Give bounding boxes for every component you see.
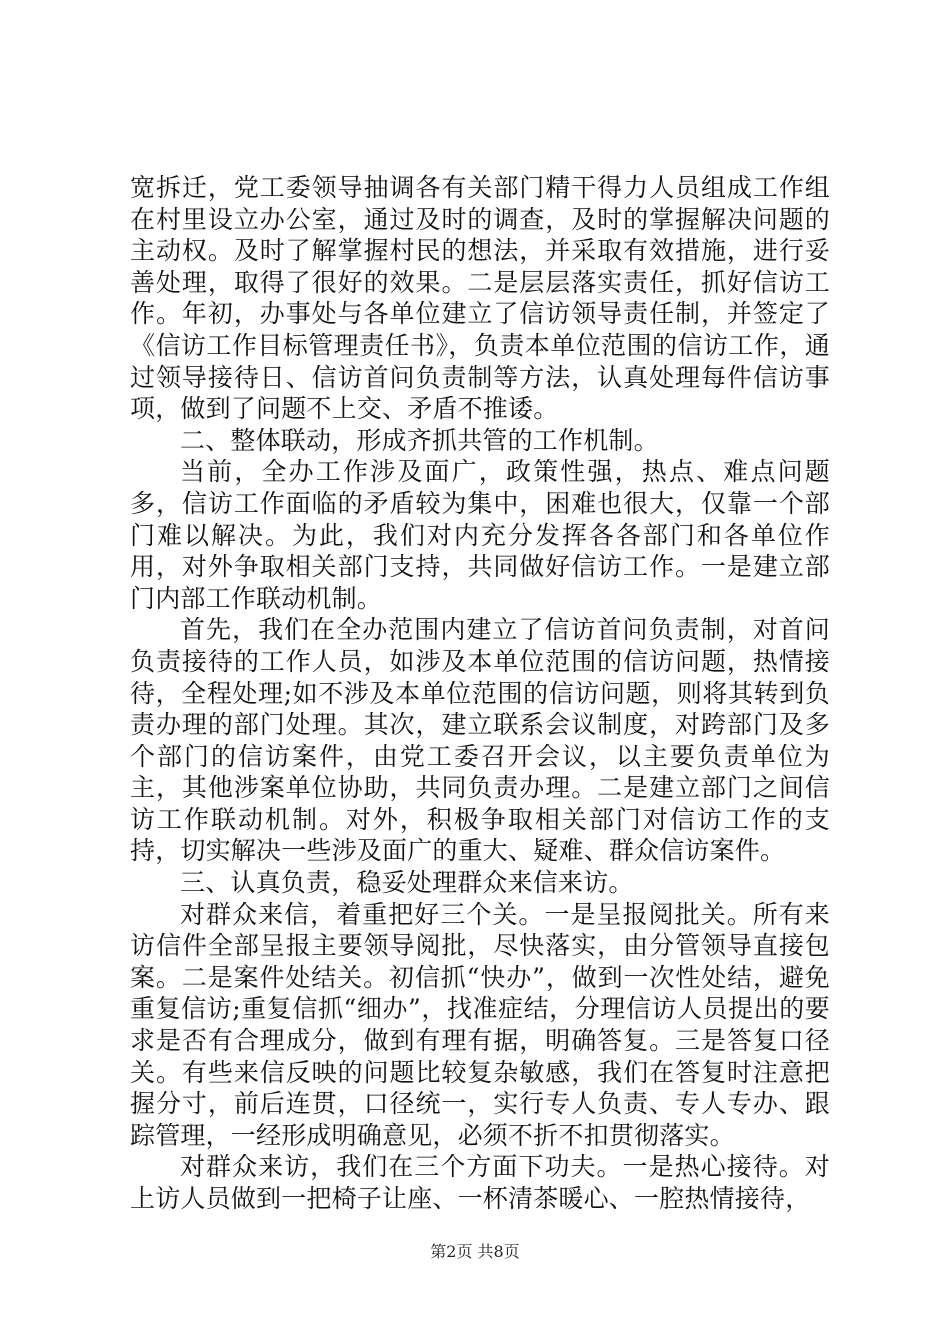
paragraph: 对群众来访，我们在三个方面下功夫。一是热心接待。对上访人员做到一把椅子让座、一杯清茶暖心、一腔热情接待，: [130, 1152, 830, 1213]
document-body: [130, 172, 830, 1215]
paragraph: 当前，全办工作涉及面广，政策性强，热点、难点问题多，信访工作面临的矛盾较为集中，困难也很大，仅靠一个部门难以解决。为此，我们对内充分发挥各各部门和各单位作用，对外争取相关部门支持，共同做好信访工作。一是建立部门内部工作联动机制。: [130, 457, 830, 613]
page-number-footer: 第2页 共8页: [430, 1242, 520, 1261]
section-heading-2: 二、整体联动，形成齐抓共管的工作机制。: [180, 425, 659, 455]
paragraph: 对群众来信，着重把好三个关。一是呈报阅批关。所有来访信件全部呈报主要领导阅批，尽快落实，由分管领导直接包案。二是案件处结关。初信抓“快办”，做到一次性处结，避免重复信访;重复信抓“细办”，找准症结，分理信访人员提出的要求是否有合理成分，做到有理有据，明确答复。三是答复口径关。有些来信反映的问题比较复杂敏感，我们在答复时注意把握分寸，前后连贯，口径统一，实行专人负责、专人专办、跟踪管理，一经形成明确意见，必须不折不扣贯彻落实。: [130, 899, 830, 1150]
section-heading-3: 三、认真负责，稳妥处理群众来信来访。: [180, 868, 634, 898]
paragraph: 首先，我们在全办范围内建立了信访首问负责制，对首问负责接待的工作人员，如涉及本单位范围的信访问题，热情接待，全程处理;如不涉及本单位范围的信访问题，则将其转到负责办理的部门处理。其次，建立联系会议制度，对跨部门及多个部门的信访案件，由党工委召开会议，以主要负责单位为主，其他涉案单位协助，共同负责办理。二是建立部门之间信访工作联动机制。对外，积极争取相关部门对信访工作的支持，切实解决一些涉及面广的重大、疑难、群众信访案件。: [130, 615, 830, 866]
paragraph-continuation: 宽拆迁，党工委领导抽调各有关部门精干得力人员组成工作组在村里设立办公室，通过及时的调查，及时的掌握解决问题的主动权。及时了解掌握村民的想法，并采取有效措施，进行妥善处理，取得了很好的效果。二是层层落实责任，抓好信访工作。年初，办事处与各单位建立了信访领导责任制，并签定了《信访工作目标管理责任书》，负责本单位范围的信访工作，通过领导接待日、信访首问负责制等方法，认真处理每件信访事项，做到了问题不上交、矛盾不推诿。: [130, 173, 830, 424]
